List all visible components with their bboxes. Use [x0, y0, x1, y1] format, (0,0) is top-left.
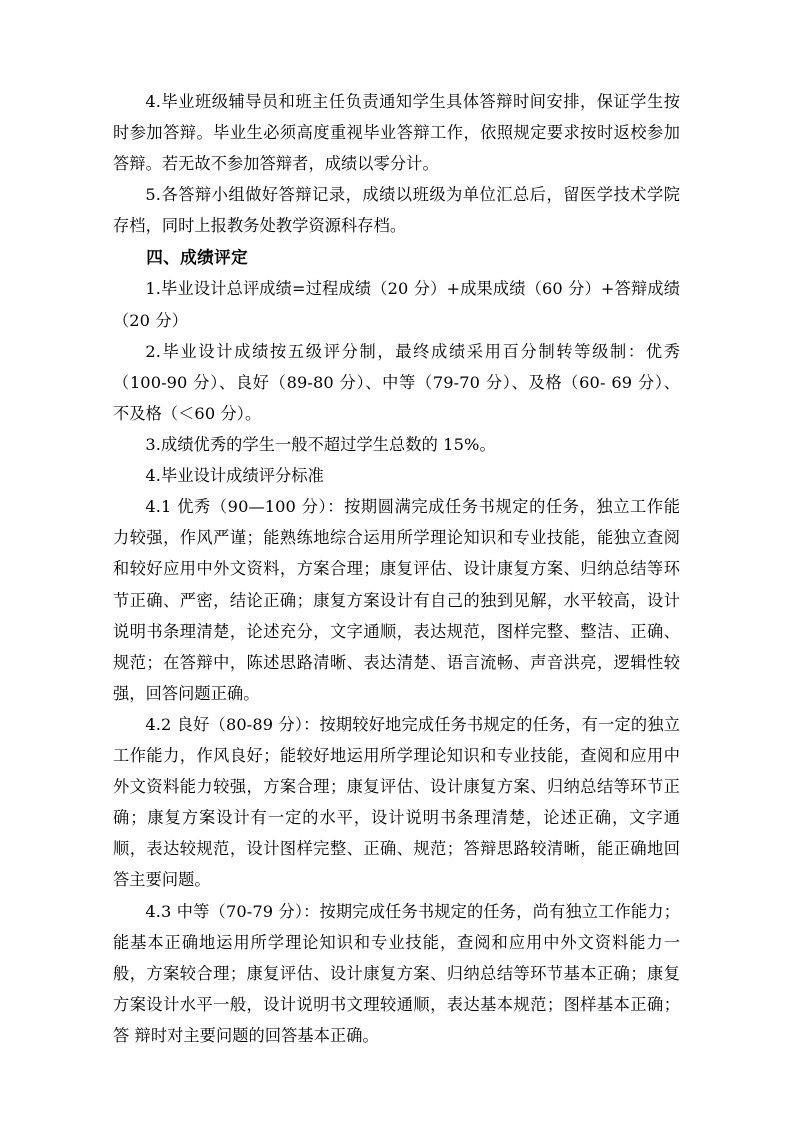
paragraph-item-4: 4.毕业班级辅导员和班主任负责通知学生具体答辩时间安排，保证学生按时参加答辩。毕业生必须高度重视毕业答辩工作，依照规定要求按时返校参加答辩。若无故不参加答辩者，成绩以零分计。	[113, 92, 680, 174]
paragraph-grading-4: 4.毕业设计成绩评分标准	[145, 466, 324, 486]
paragraph-item-5: 5.各答辩小组做好答辩记录，成绩以班级为单位汇总后，留医学技术学院存档，同时上报教务处教学资源科存档。	[113, 185, 680, 236]
paragraph-grade-medium: 4.3 中等（70-79 分）：按期完成任务书规定的任务，尚有独立工作能力；能基本正确地运用所学理论知识和专业技能，查阅和应用中外文资料能力一般，方案较合理；康复评估、设计康复方案、归纳总结等环节基本正确；康复方案设计水平一般，设计说明书文理较通顺，表达基本规范；图样基本正确；答 辩时对主要问题的回答基本正确。	[113, 901, 680, 1046]
paragraph-grading-3: 3.成绩优秀的学生一般不超过学生总数的 15%。	[145, 434, 496, 454]
paragraph-grading-1: 1.毕业设计总评成绩=过程成绩（20 分）+成果成绩（60 分）+答辩成绩（20 分）	[113, 279, 680, 330]
paragraph-grade-good: 4.2 良好（80-89 分）：按期较好地完成任务书规定的任务，有一定的独立工作能力，作风良好；能较好地运用所学理论知识和专业技能，查阅和应用中外文资料能力较强，方案合理；康复评估、设计康复方案、归纳总结等环节正确；康复方案设计有一定的水平，设计说明书条理清楚，论述正确，文字通顺，表达较规范，设计图样完整、正确、规范；答辩思路较清晰，能正确地回答主要问题。	[113, 714, 680, 890]
document-body	[113, 86, 680, 1051]
paragraph-grading-2: 2.毕业设计成绩按五级评分制，最终成绩采用百分制转等级制：优秀（100-90 分）、良好（89-80 分）、中等（79-70 分）、及格（60- 69 分）、不及格（＜60 分）。	[113, 341, 680, 423]
paragraph-grade-excellent: 4.1 优秀（90—100 分）：按期圆满完成任务书规定的任务，独立工作能力较强，作风严谨；能熟练地综合运用所学理论知识和专业技能，能独立查阅和较好应用中外文资料，方案合理；康复评估、设计康复方案、归纳总结等环节正确、严密，结论正确；康复方案设计有自己的独到见解，水平较高，设计说明书条理清楚，论述充分，文字通顺，表达规范，图样完整、整洁、正确、规范；在答辩中，陈述思路清晰、表达清楚、语言流畅、声音洪亮，逻辑性较强，回答问题正确。	[113, 497, 680, 703]
section-heading-grading: 四、成绩评定	[146, 246, 249, 267]
